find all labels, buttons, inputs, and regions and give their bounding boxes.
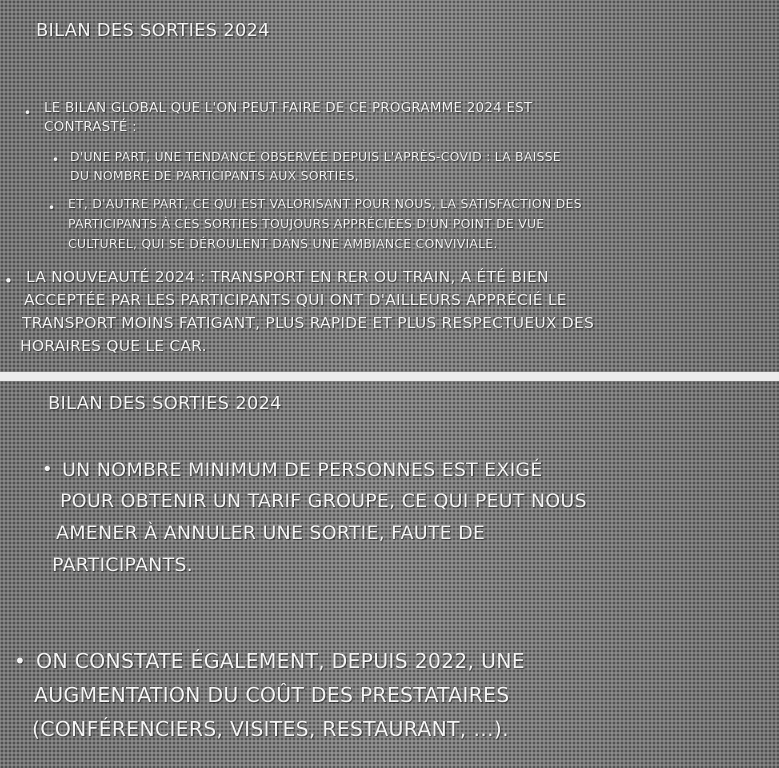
bullet-line: UN NOMBRE MINIMUM DE PERSONNES EST EXIGÉ bbox=[62, 459, 543, 481]
bullet-marker: • bbox=[24, 106, 32, 120]
bullet-line: CONTRASTÉ : bbox=[44, 119, 137, 135]
sub-bullet-line: D'UNE PART, UNE TENDANCE OBSERVÉE DEPUIS L'APRÈS-COVID : LA BAISSE bbox=[70, 149, 561, 164]
slide-bottom bbox=[0, 381, 779, 768]
slide-separator bbox=[0, 372, 779, 381]
bullet-line: AUGMENTATION DU COÛT DES PRESTATAIRES bbox=[34, 683, 510, 707]
bullet-line: PARTICIPANTS. bbox=[52, 554, 193, 576]
sub-bullet-marker: • bbox=[48, 201, 56, 215]
sub-bullet-line: ET, D'AUTRE PART, CE QUI EST VALORISANT POUR NOUS, LA SATISFACTION DES bbox=[68, 196, 582, 211]
slide-title: BILAN DES SORTIES 2024 bbox=[48, 393, 282, 414]
bullet-line: TRANSPORT MOINS FATIGANT, PLUS RAPIDE ET PLUS RESPECTUEUX DES bbox=[22, 314, 594, 332]
bullet-line: ON CONSTATE ÉGALEMENT, DEPUIS 2022, UNE bbox=[36, 649, 525, 673]
bullet-marker: • bbox=[4, 272, 13, 290]
bullet-line: POUR OBTENIR UN TARIF GROUPE, CE QUI PEUT NOUS bbox=[60, 490, 587, 512]
slide-top bbox=[0, 0, 779, 372]
bullet-line: LE BILAN GLOBAL QUE L'ON PEUT FAIRE DE CE PROGRAMME 2024 EST bbox=[44, 100, 533, 116]
bullet-line: ACCEPTÉE PAR LES PARTICIPANTS QUI ONT D'AILLEURS APPRÉCIÉ LE bbox=[24, 291, 567, 309]
sub-bullet-line: CULTUREL, QUI SE DÉROULENT DANS UNE AMBIANCE CONVIVIALE. bbox=[68, 236, 498, 251]
sub-bullet-marker: • bbox=[52, 153, 60, 167]
bullet-marker: • bbox=[14, 649, 26, 673]
bullet-line: AMENER À ANNULER UNE SORTIE, FAUTE DE bbox=[56, 522, 486, 544]
sub-bullet-line: PARTICIPANTS À CES SORTIES TOUJOURS APPRÉCIÉES D'UN POINT DE VUE bbox=[68, 216, 545, 231]
bullet-line: HORAIRES QUE LE CAR. bbox=[20, 337, 207, 355]
slide-title: BILAN DES SORTIES 2024 bbox=[36, 20, 270, 41]
sub-bullet-line: DU NOMBRE DE PARTICIPANTS AUX SORTIES, bbox=[70, 168, 359, 183]
bullet-line: LA NOUVEAUTÉ 2024 : TRANSPORT EN RER OU TRAIN, A ÉTÉ BIEN bbox=[26, 268, 549, 286]
bullet-marker: • bbox=[42, 459, 53, 480]
bullet-line: (CONFÉRENCIERS, VISITES, RESTAURANT, …). bbox=[32, 717, 509, 741]
